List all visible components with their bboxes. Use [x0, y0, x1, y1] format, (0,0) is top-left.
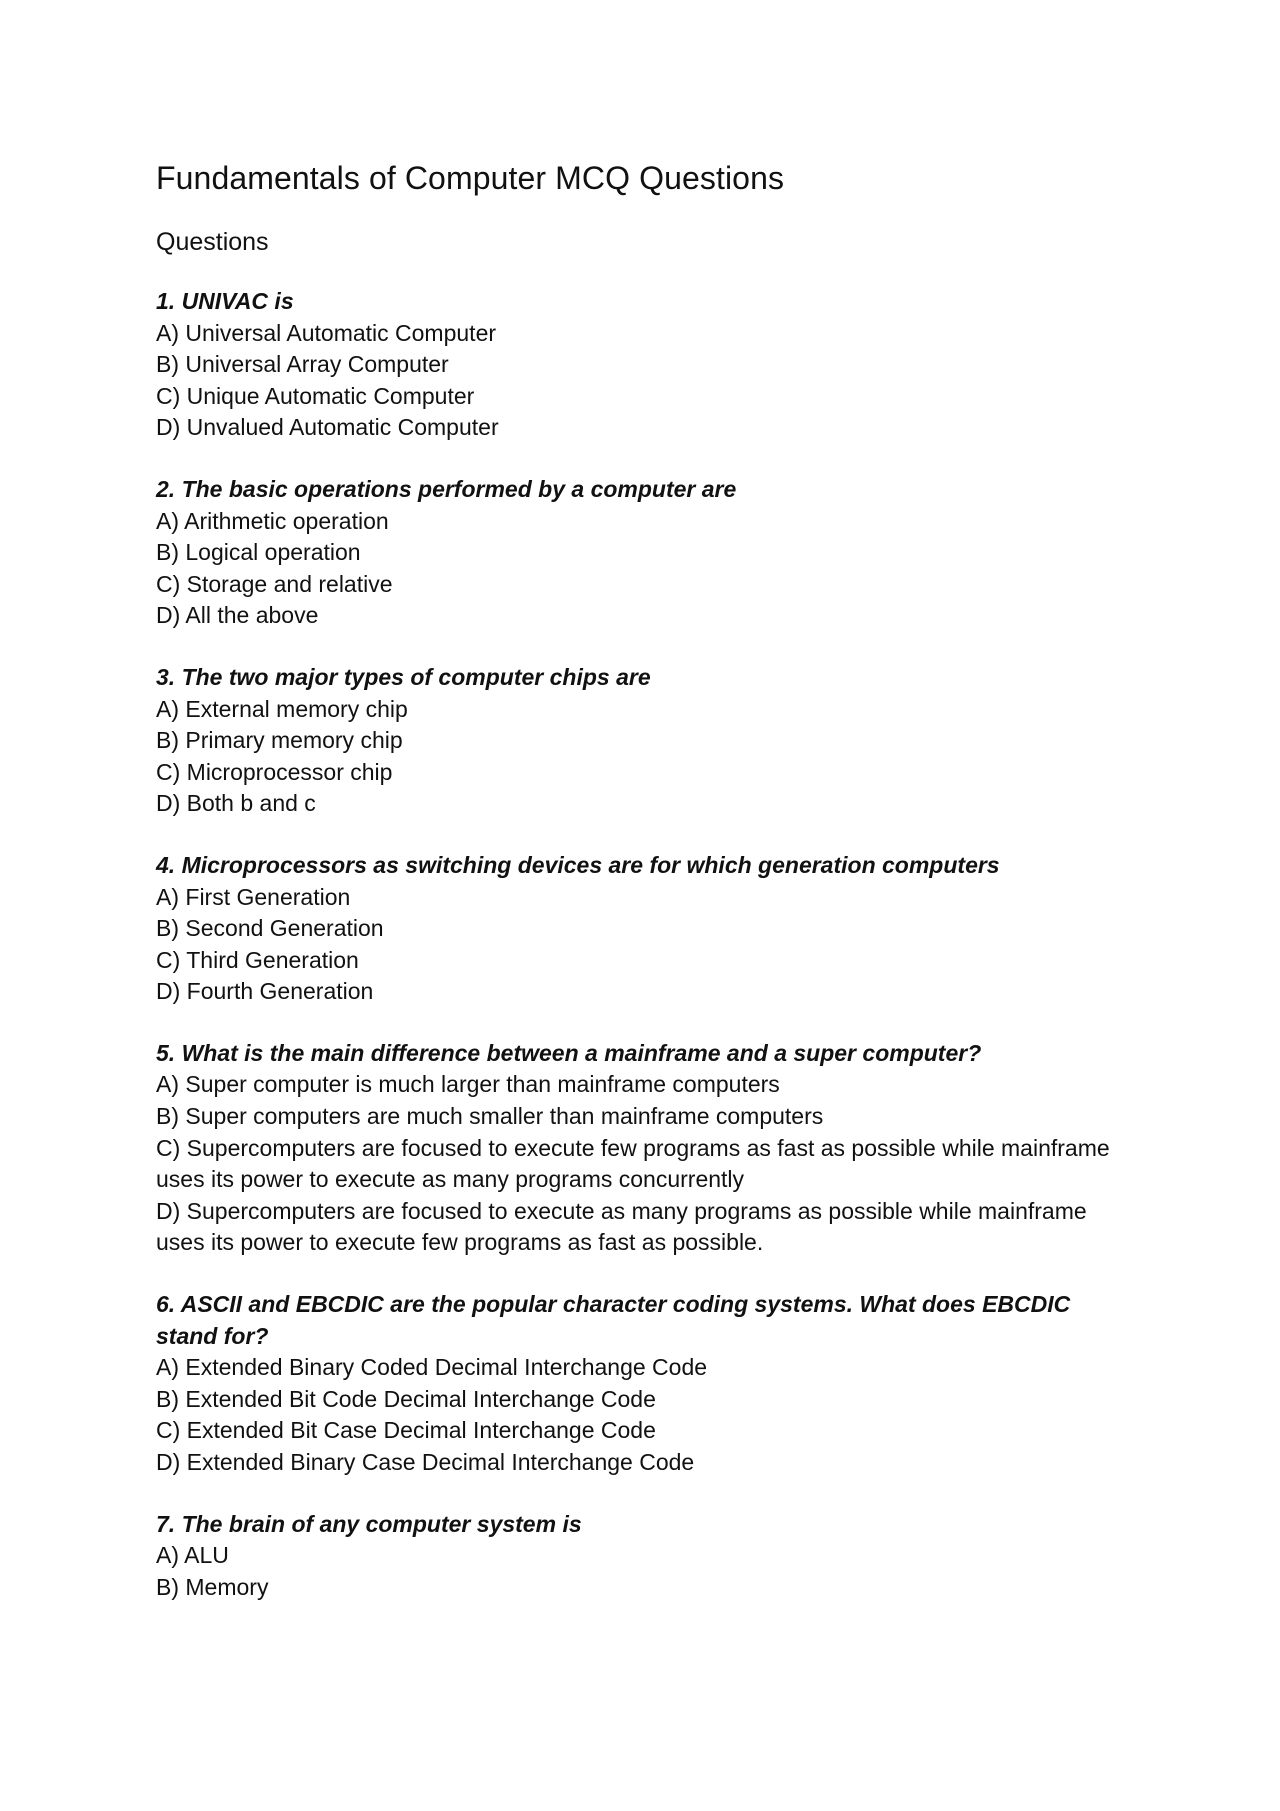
option-a: A) External memory chip [156, 695, 408, 722]
question-text: 2. The basic operations performed by a computer are [156, 475, 737, 502]
question-1 [156, 286, 1136, 444]
option-d: D) Fourth Generation [156, 978, 374, 1005]
option-c: C) Microprocessor chip [156, 758, 393, 785]
option-c: C) Extended Bit Case Decimal Interchange Code [156, 1417, 656, 1444]
option-a: A) Extended Binary Coded Decimal Interchange Code [156, 1354, 708, 1381]
option-list [156, 882, 1136, 1008]
question-text: 5. What is the main difference between a mainframe and a super computer? [156, 1039, 982, 1066]
question-text: 6. ASCII and EBCDIC are the popular character coding systems. What does EBCDIC stand for? [156, 1291, 1071, 1349]
option-a: A) First Generation [156, 883, 351, 910]
option-list [156, 1069, 1136, 1259]
option-a: A) Arithmetic operation [156, 507, 389, 534]
option-b: B) Primary memory chip [156, 727, 403, 754]
option-list [156, 694, 1136, 820]
option-d: D) All the above [156, 602, 319, 629]
option-c: C) Supercomputers are focused to execute few programs as fast as possible while mainframe uses its power to execute as many programs concurrently [156, 1134, 1110, 1193]
document-page [156, 156, 1136, 1633]
question-6 [156, 1289, 1136, 1479]
option-b: B) Logical operation [156, 539, 361, 566]
question-7 [156, 1509, 1136, 1604]
question-3 [156, 662, 1136, 820]
option-d: D) Unvalued Automatic Computer [156, 414, 499, 441]
option-a: A) Super computer is much larger than mainframe computers [156, 1071, 780, 1098]
option-b: B) Extended Bit Code Decimal Interchange Code [156, 1385, 656, 1412]
section-heading: Questions [156, 228, 269, 256]
option-b: B) Second Generation [156, 915, 384, 942]
question-text: 7. The brain of any computer system is [156, 1510, 582, 1537]
question-5 [156, 1038, 1136, 1259]
option-d: D) Both b and c [156, 790, 316, 817]
option-b: B) Memory [156, 1573, 269, 1600]
option-c: C) Third Generation [156, 946, 359, 973]
option-d: D) Extended Binary Case Decimal Interchange Code [156, 1449, 695, 1475]
question-4 [156, 850, 1136, 1008]
option-b: B) Universal Array Computer [156, 351, 449, 378]
question-text: 4. Microprocessors as switching devices are for which generation computers [156, 851, 1000, 878]
option-list [156, 1352, 1136, 1478]
option-list [156, 506, 1136, 632]
option-d: D) Supercomputers are focused to execute as many programs as possible while mainframe uses its power to execute few programs as fast as possible. [156, 1197, 1087, 1256]
option-a: A) Universal Automatic Computer [156, 319, 497, 346]
option-list [156, 318, 1136, 444]
option-c: C) Storage and relative [156, 570, 393, 597]
option-list [156, 1540, 1136, 1603]
question-text: 1. UNIVAC is [156, 288, 294, 314]
question-2 [156, 474, 1136, 632]
option-a: A) ALU [156, 1542, 229, 1569]
question-text: 3. The two major types of computer chips are [156, 663, 651, 690]
option-b: B) Super computers are much smaller than mainframe computers [156, 1103, 824, 1130]
option-c: C) Unique Automatic Computer [156, 382, 475, 409]
document-title: Fundamentals of Computer MCQ Questions [156, 160, 785, 196]
